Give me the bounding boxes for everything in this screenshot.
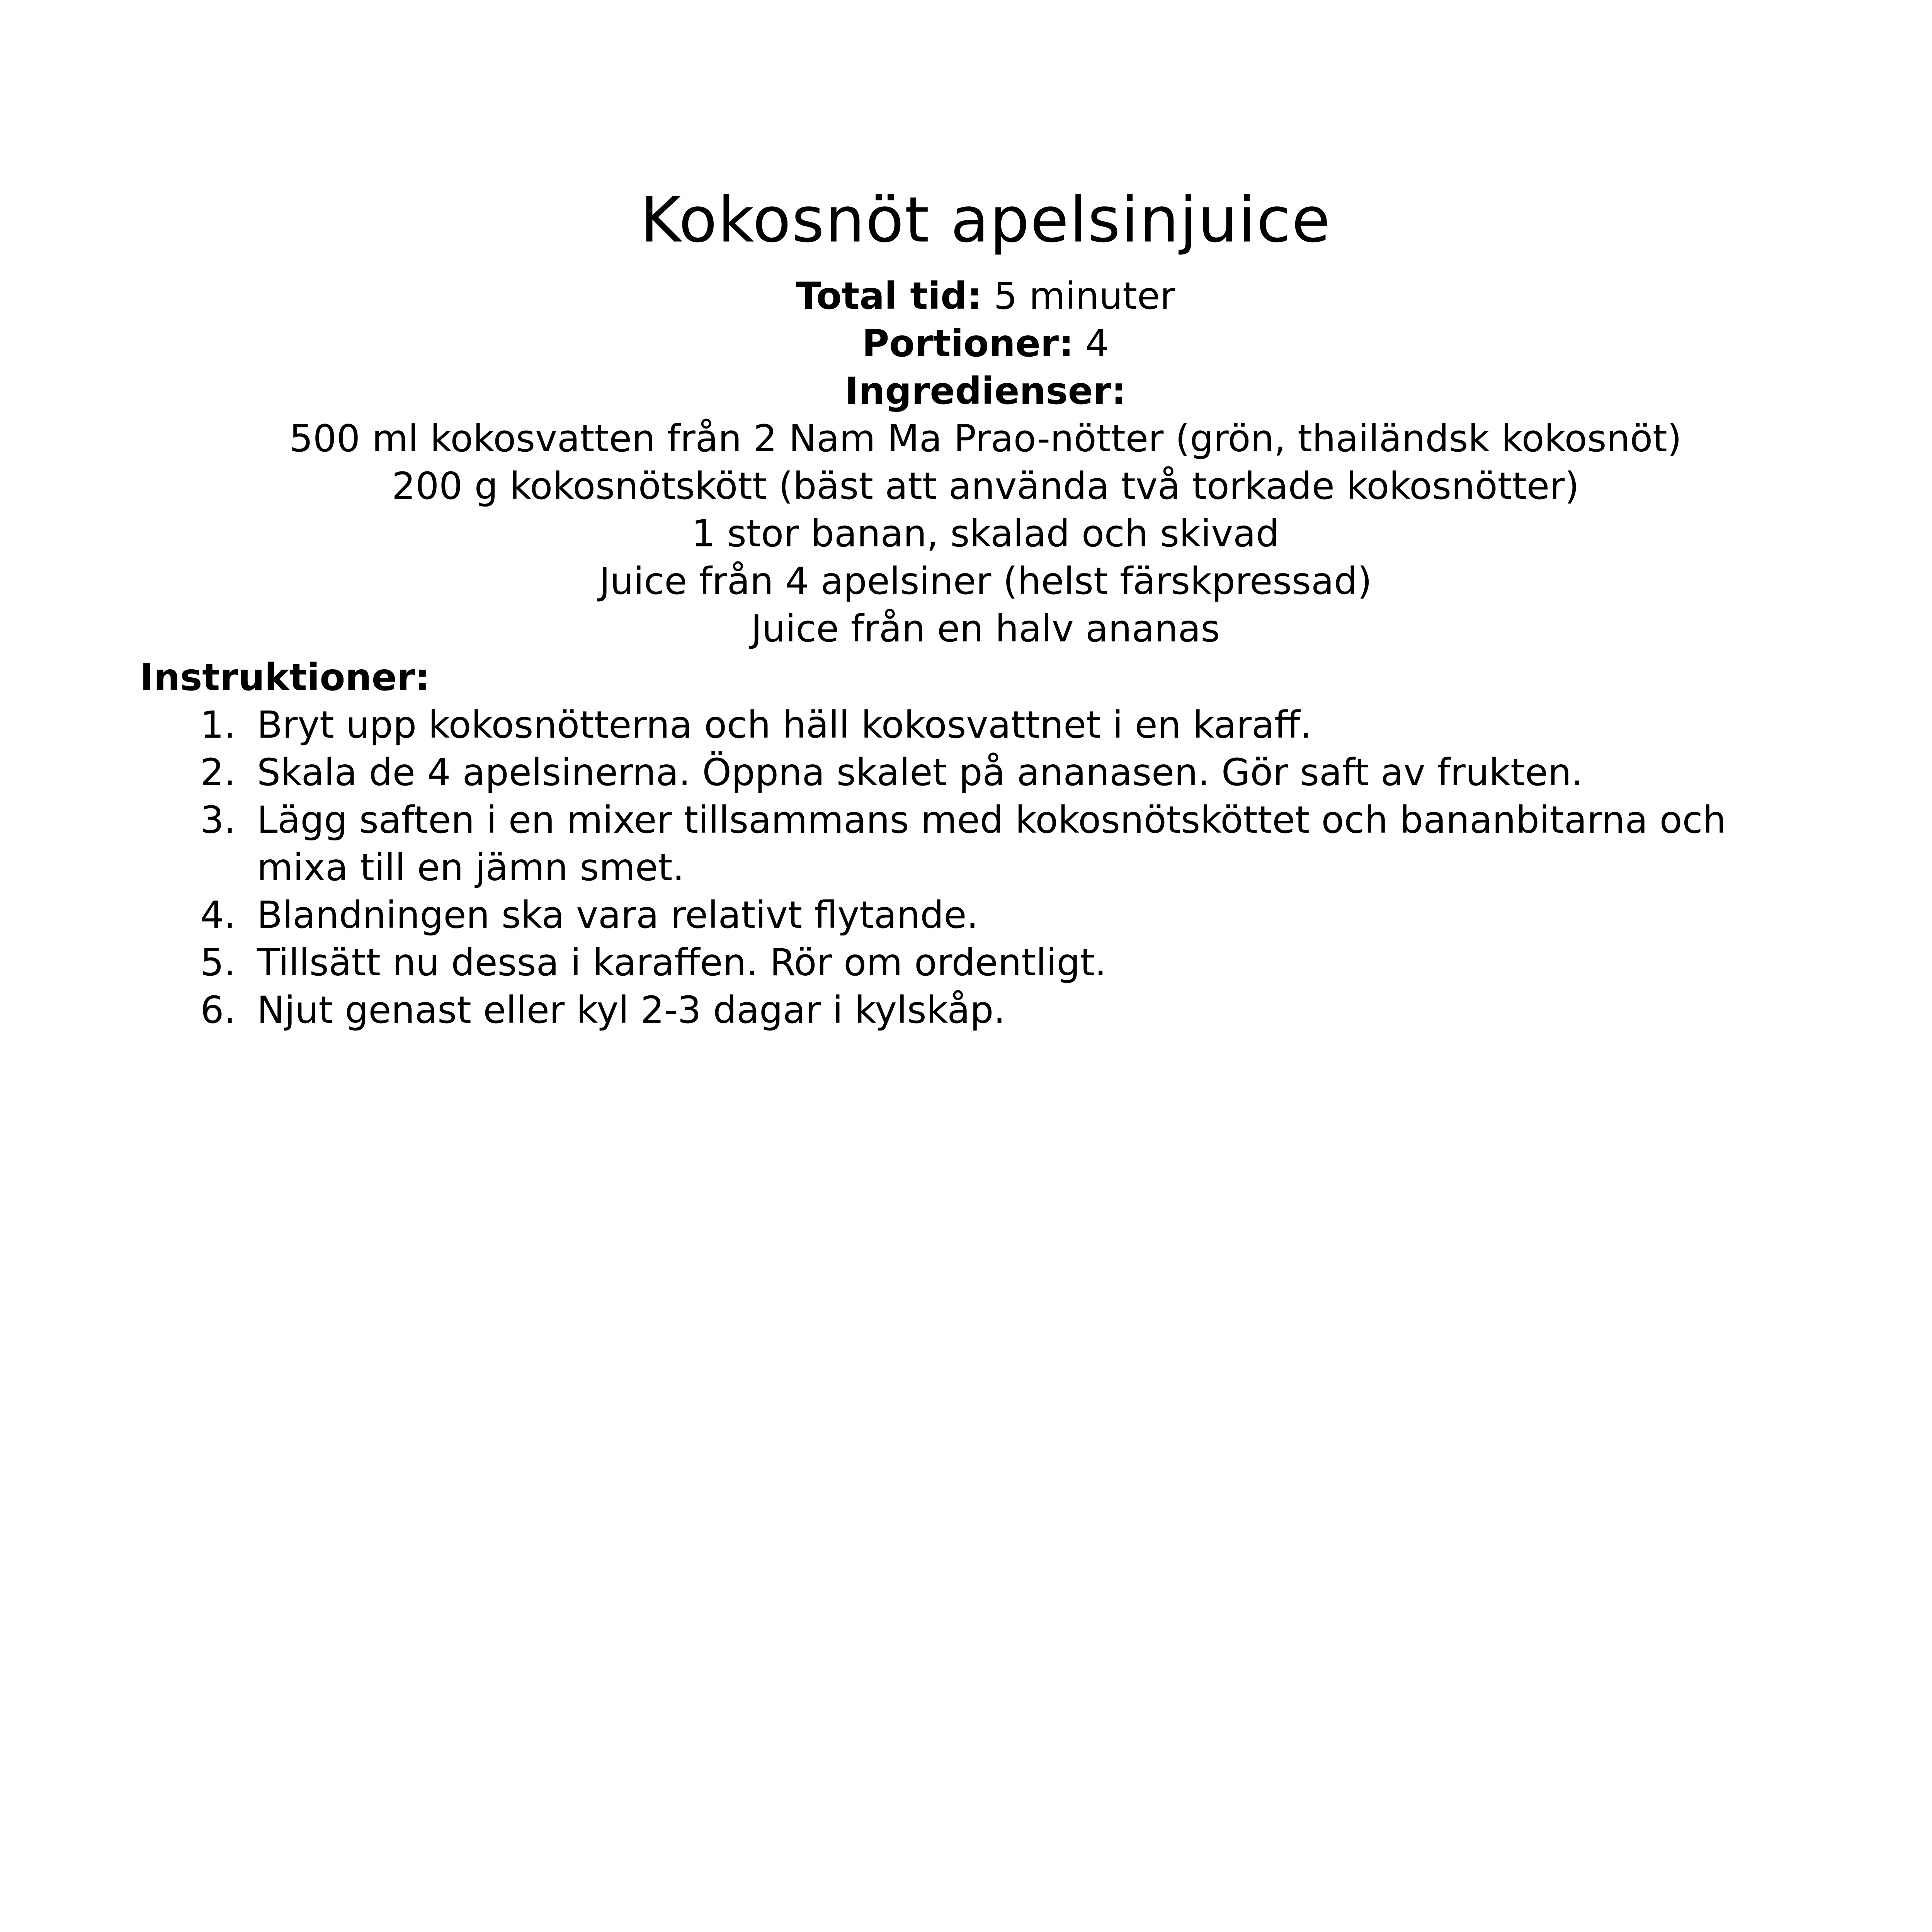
step-text: Blandningen ska vara relativt flytande. — [257, 893, 978, 937]
ingredients-list — [0, 415, 1932, 653]
ingredient-item: 500 ml kokosvatten från 2 Nam Ma Prao-nötter (grön, thailändsk kokosnöt) — [289, 417, 1682, 460]
step-text: Skala de 4 apelsinerna. Öppna skalet på ananasen. Gör saft av frukten. — [257, 751, 1583, 794]
step-number: 4. — [200, 893, 236, 937]
instruction-step — [193, 939, 1797, 986]
step-number: 1. — [200, 703, 236, 747]
servings-value: 4 — [1085, 322, 1109, 365]
step-text: Tillsätt nu dessa i karaffen. Rör om ordentligt. — [257, 941, 1107, 984]
ingredients-heading: Ingredienser: — [845, 369, 1126, 413]
instruction-step — [193, 749, 1797, 796]
instructions-heading: Instruktioner: — [140, 656, 430, 699]
ingredient-item: 200 g kokosnötskött (bäst att använda två torkade kokosnötter) — [392, 464, 1579, 508]
instruction-step — [193, 796, 1797, 891]
recipe-meta — [0, 272, 1932, 653]
total-time-value: 5 minuter — [993, 274, 1175, 318]
instruction-step — [193, 701, 1797, 749]
ingredient-item: Juice från 4 apelsiner (helst färskpressad) — [599, 560, 1372, 603]
recipe-title: Kokosnöt apelsinjuice — [640, 184, 1331, 257]
servings — [0, 320, 1932, 367]
instructions-list — [193, 701, 1797, 1034]
instruction-step — [193, 891, 1797, 939]
step-text: Bryt upp kokosnötterna och häll kokosvattnet i en karaff. — [257, 703, 1312, 747]
step-number: 5. — [200, 941, 236, 984]
total-time — [0, 272, 1932, 320]
step-number: 2. — [200, 751, 236, 794]
step-text: Njut genast eller kyl 2-3 dagar i kylskåp. — [257, 988, 1005, 1032]
ingredient-item: Juice från en halv ananas — [751, 607, 1220, 650]
servings-label: Portioner: — [862, 322, 1074, 365]
total-time-label: Total tid: — [796, 274, 982, 318]
ingredient-item: 1 stor banan, skalad och skivad — [692, 512, 1279, 555]
instruction-step — [193, 986, 1797, 1034]
step-number: 6. — [200, 988, 236, 1032]
step-text: Lägg saften i en mixer tillsammans med kokosnötsköttet och bananbitarna och mixa till en jämn smet. — [257, 798, 1726, 889]
step-number: 3. — [200, 798, 236, 842]
